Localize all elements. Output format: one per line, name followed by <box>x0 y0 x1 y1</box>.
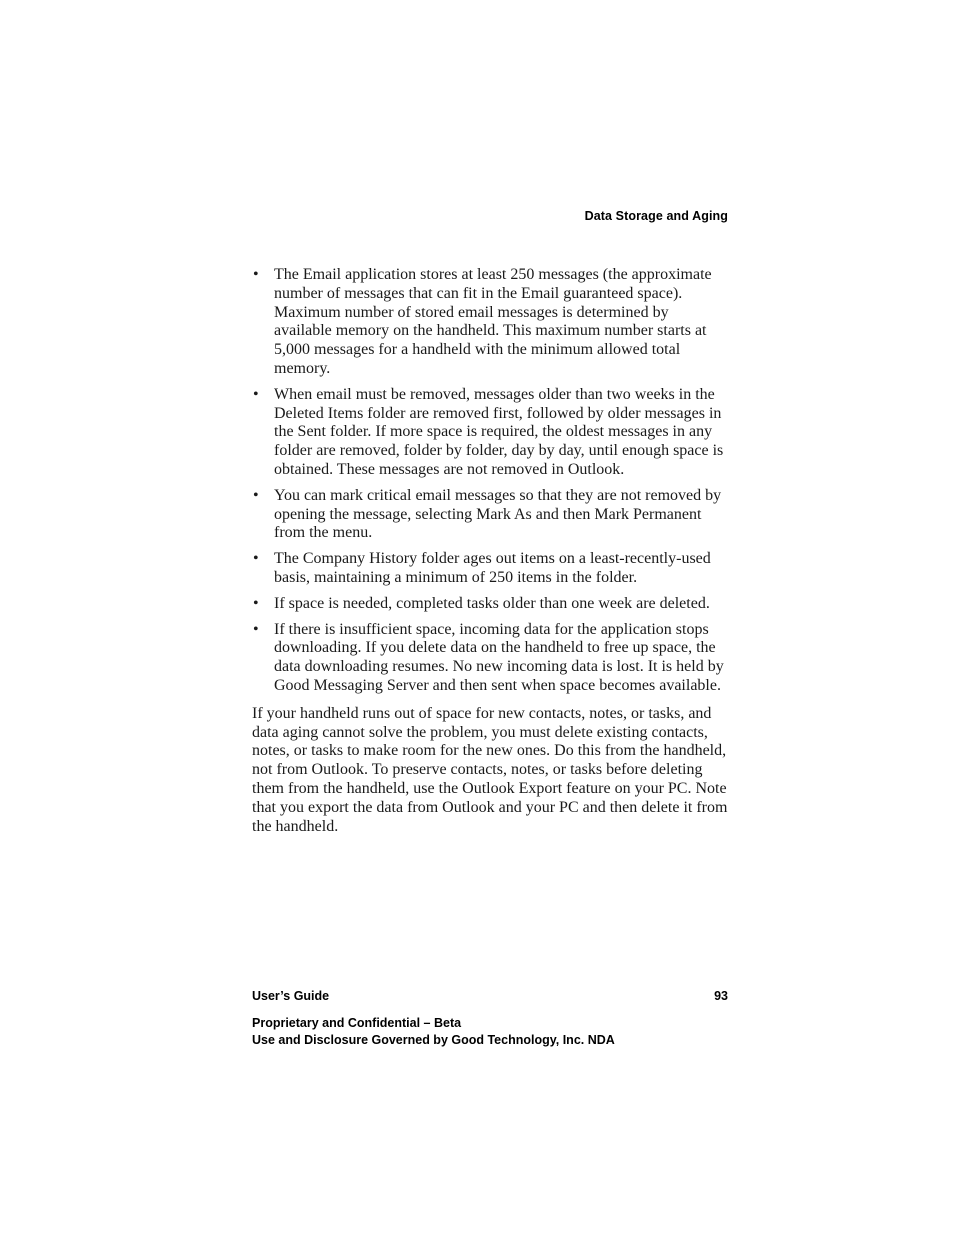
list-item-text: If space is needed, completed tasks older than one week are deleted. <box>274 594 710 612</box>
bullet-icon: • <box>253 486 259 504</box>
list-item <box>252 595 730 614</box>
bullet-icon: • <box>253 550 259 568</box>
footer-guide-line <box>252 989 730 1003</box>
bullet-list <box>252 266 730 696</box>
running-header: Data Storage and Aging <box>584 209 728 223</box>
footer-confidentiality <box>252 1015 730 1049</box>
bullet-icon: • <box>253 594 259 612</box>
disclosure-line: Use and Disclosure Governed by Good Technology, Inc. NDA <box>252 1033 615 1047</box>
list-item-text: You can mark critical email messages so that they are not removed by opening the message, selecting Mark As and then Mark Permanent from the menu. <box>274 486 722 542</box>
list-item <box>252 621 730 696</box>
bullet-icon: • <box>253 266 259 283</box>
list-item <box>252 487 730 543</box>
list-item <box>252 266 730 379</box>
guide-label: User’s Guide <box>252 989 330 1003</box>
list-item-text: When email must be removed, messages older than two weeks in the Deleted Items folder are removed first, followed by older messages in the Sent folder. If more space is required, the oldest messages in any folder are removed, folder by folder, day by day, until enough space is obtained. These messages are not removed in Outlook. <box>274 385 724 478</box>
bullet-icon: • <box>253 385 259 403</box>
list-item <box>252 550 730 588</box>
list-item-text: The Company History folder ages out items on a least-recently-used basis, maintaining a minimum of 250 items in the folder. <box>274 550 711 586</box>
list-item-text: The Email application stores at least 250 messages (the approximate number of messages that can fit in the Email guaranteed space). Maximum number of stored email messages is determined by available memory on the handheld. This maximum number starts at 5,000 messages for a handheld with the minimum allowed total memory. <box>274 266 712 377</box>
list-item <box>252 386 730 480</box>
body-paragraph: If your handheld runs out of space for new contacts, notes, or tasks, and data aging cannot solve the problem, you must delete existing contacts, notes, or tasks to make room for the new ones. Do this from the handheld, not from Outlook. To preserve contacts, notes, or tasks before deleting them from the handheld, use the Outlook Export feature on your PC. Note that you export the data from Outlook and your PC and then delete it from the handheld. <box>252 704 728 835</box>
confidential-line: Proprietary and Confidential – Beta <box>252 1016 462 1030</box>
list-item-text: If there is insufficient space, incoming data for the application stops downloading. If you delete data on the handheld to free up space, the data downloading resumes. No new incoming data is lost. It is held by Good Messaging Server and then sent when space becomes available. <box>274 620 724 694</box>
page-number: 93 <box>714 989 728 1003</box>
bullet-icon: • <box>253 620 259 638</box>
body-content <box>252 266 730 836</box>
